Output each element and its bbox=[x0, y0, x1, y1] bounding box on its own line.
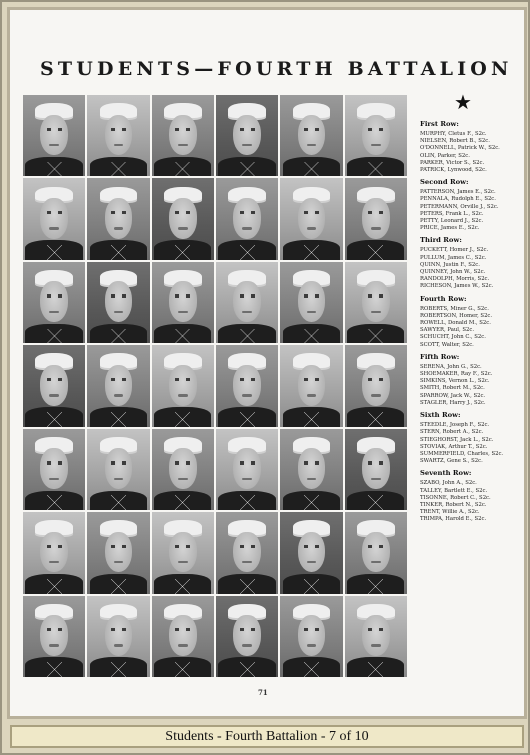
portrait-photo bbox=[280, 95, 342, 176]
portrait-photo bbox=[216, 429, 278, 510]
student-name: PENNALA, Rudolph E., S2c. bbox=[420, 196, 496, 203]
student-name: TINKER, Robert N., S2c. bbox=[420, 501, 487, 508]
row-name-block bbox=[420, 469, 524, 523]
student-name: RICHESON, James W., S2c. bbox=[420, 283, 494, 290]
row-name-block bbox=[420, 353, 524, 407]
student-name: O'DONNELL, Patrick W., S2c. bbox=[420, 145, 500, 152]
portrait-photo bbox=[345, 178, 407, 259]
portrait-photo bbox=[345, 512, 407, 593]
portrait-photo bbox=[280, 512, 342, 593]
student-name: SERENA, John G., S2c. bbox=[420, 363, 482, 370]
portrait-photo bbox=[23, 262, 85, 343]
row-heading: Fourth Row: bbox=[420, 294, 467, 303]
student-name: STEEDLE, Joseph F., S2c. bbox=[420, 422, 490, 429]
portrait-photo bbox=[23, 345, 85, 426]
row-heading: Third Row: bbox=[420, 236, 462, 245]
photo-grid bbox=[23, 95, 407, 677]
student-name: SWARTZ, Gene S., S2c. bbox=[420, 458, 483, 465]
portrait-photo bbox=[87, 345, 149, 426]
portrait-photo bbox=[216, 95, 278, 176]
portrait-photo bbox=[152, 95, 214, 176]
row-heading: Fifth Row: bbox=[420, 352, 460, 361]
portrait-photo bbox=[280, 345, 342, 426]
portrait-photo bbox=[152, 178, 214, 259]
portrait-photo bbox=[216, 178, 278, 259]
portrait-photo bbox=[280, 596, 342, 677]
portrait-photo bbox=[280, 262, 342, 343]
portrait-photo bbox=[87, 512, 149, 593]
portrait-photo bbox=[23, 178, 85, 259]
portrait-photo bbox=[345, 429, 407, 510]
portrait-photo bbox=[23, 512, 85, 593]
student-name: SMITH, Robert M., S2c. bbox=[420, 385, 485, 392]
student-name: TRENT, Willie A., S2c. bbox=[420, 509, 480, 516]
student-name: TALLEY, Bartlett E., S2c. bbox=[420, 487, 488, 494]
row-heading: First Row: bbox=[420, 120, 459, 128]
student-name: PETTY, Leonard J., S2c. bbox=[420, 218, 484, 225]
student-name: STIEGHORST, Jack L., S2c. bbox=[420, 436, 494, 443]
portrait-photo bbox=[87, 95, 149, 176]
student-name: PETERS, Frank L., S2c. bbox=[420, 210, 484, 217]
row-name-block bbox=[420, 178, 524, 232]
student-name: STOVIAK, Arthur T., S2c. bbox=[420, 443, 488, 450]
names-column bbox=[420, 120, 524, 528]
student-name: SUMMERFIELD, Charles, S2c. bbox=[420, 450, 504, 457]
page-title: STUDENTS—FOURTH BATTALION bbox=[40, 58, 513, 80]
student-name: ROBERTS, Miner G., S2c. bbox=[420, 305, 489, 312]
student-name: PRICE, James E., S2c. bbox=[420, 225, 480, 232]
row-name-block bbox=[420, 236, 524, 290]
student-name: OLIN, Parker, S2c. bbox=[420, 152, 470, 159]
row-heading: Second Row: bbox=[420, 178, 469, 187]
student-name: PETERMANN, Orville J., S2c. bbox=[420, 203, 499, 210]
portrait-photo bbox=[87, 262, 149, 343]
student-name: QUINN, Justin F., S2c. bbox=[420, 261, 480, 268]
student-name: SPARROW, Jack W., S2c. bbox=[420, 392, 486, 399]
portrait-photo bbox=[87, 178, 149, 259]
student-name: SAWYER, Paul, S2c. bbox=[420, 327, 475, 334]
yearbook-page bbox=[10, 10, 524, 716]
student-name: MURPHY, Cletus F., S2c. bbox=[420, 131, 487, 137]
portrait-photo bbox=[152, 596, 214, 677]
caption-text: Students - Fourth Battalion - 7 of 10 bbox=[165, 728, 369, 744]
caption-bar bbox=[10, 725, 524, 748]
student-name: SCHUCHT, John C., S2c. bbox=[420, 334, 486, 341]
student-name: PATRICK, Lynwood, S2c. bbox=[420, 167, 487, 174]
portrait-photo bbox=[216, 512, 278, 593]
student-name: SIMKINS, Vernon L., S2c. bbox=[420, 378, 490, 385]
portrait-photo bbox=[345, 596, 407, 677]
portrait-photo bbox=[152, 512, 214, 593]
student-name: TISONNE, Robert C., S2c. bbox=[420, 494, 491, 501]
student-name: RANDOLPH, Morris, S2c. bbox=[420, 276, 490, 283]
portrait-photo bbox=[216, 345, 278, 426]
student-name: SHOEMAKER, Ray F., S2c. bbox=[420, 371, 493, 378]
portrait-photo bbox=[345, 95, 407, 176]
student-name: STERN, Robert A., S2c. bbox=[420, 429, 484, 436]
portrait-photo bbox=[216, 596, 278, 677]
row-name-block bbox=[420, 295, 524, 349]
portrait-photo bbox=[152, 345, 214, 426]
row-name-block bbox=[420, 120, 524, 174]
portrait-photo bbox=[152, 262, 214, 343]
portrait-photo bbox=[345, 345, 407, 426]
student-name: ROWELL, Donald M., S2c. bbox=[420, 320, 491, 327]
portrait-photo bbox=[87, 596, 149, 677]
portrait-photo bbox=[87, 429, 149, 510]
portrait-photo bbox=[280, 429, 342, 510]
portrait-photo bbox=[216, 262, 278, 343]
portrait-photo bbox=[345, 262, 407, 343]
student-name: PATTERSON, James E., S2c. bbox=[420, 189, 496, 196]
row-name-block bbox=[420, 411, 524, 465]
portrait-photo bbox=[152, 429, 214, 510]
page-number: 71 bbox=[258, 688, 268, 697]
student-name: ROBERTSON, Homer, S2c. bbox=[420, 312, 493, 319]
row-heading: Sixth Row: bbox=[420, 411, 461, 420]
student-name: PULLUM, James C., S2c. bbox=[420, 254, 487, 261]
row-heading: Seventh Row: bbox=[420, 469, 472, 478]
student-name: STAGLER, Harry J., S2c. bbox=[420, 399, 486, 406]
portrait-photo bbox=[23, 95, 85, 176]
portrait-photo bbox=[280, 178, 342, 259]
star-icon: ★ bbox=[454, 90, 472, 114]
student-name: QUINNEY, John W., S2c. bbox=[420, 269, 486, 276]
student-name: PARKER, Victor S., S2c. bbox=[420, 159, 485, 166]
student-name: SCOTT, Walter, S2c. bbox=[420, 341, 474, 348]
student-name: NIELSEN, Robert B., S2c. bbox=[420, 138, 490, 145]
portrait-photo bbox=[23, 429, 85, 510]
student-name: SZABO, John A., S2c. bbox=[420, 480, 477, 487]
portrait-photo bbox=[23, 596, 85, 677]
student-name: PUCKETT, Homer J., S2c. bbox=[420, 247, 489, 254]
student-name: TRIMPA, Harold E., S2c. bbox=[420, 516, 487, 523]
